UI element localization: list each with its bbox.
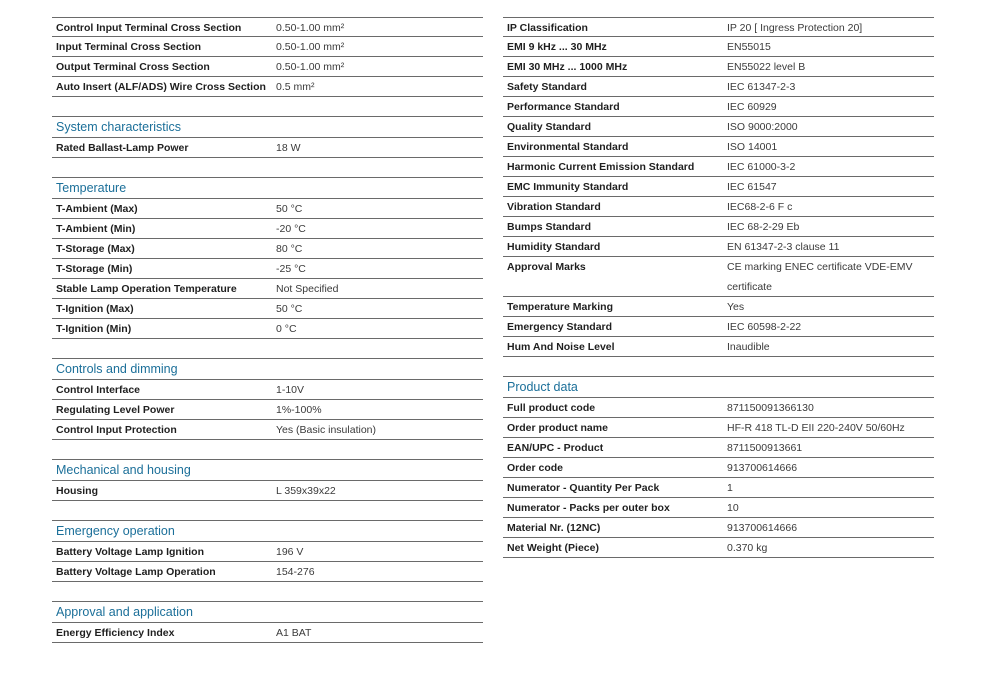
spec-value: 0 °C bbox=[276, 323, 297, 335]
spec-label: Order code bbox=[507, 462, 564, 474]
spec-label: Battery Voltage Lamp Ignition bbox=[56, 546, 204, 558]
section-spacer bbox=[52, 501, 483, 521]
spec-value: HF-R 418 TL-D EII 220-240V 50/60Hz bbox=[727, 422, 905, 434]
spec-label: Safety Standard bbox=[507, 81, 587, 93]
terminal-specs bbox=[52, 17, 483, 97]
left-spec-column bbox=[52, 17, 483, 643]
spec-value: EN55015 bbox=[727, 41, 771, 53]
section-spacer bbox=[52, 158, 483, 178]
spec-value: 196 V bbox=[276, 546, 304, 558]
spec-row bbox=[52, 219, 483, 239]
spec-value: IEC 61547 bbox=[727, 181, 777, 193]
spec-row bbox=[503, 518, 934, 538]
spec-value: -20 °C bbox=[276, 223, 306, 235]
spec-value: Not Specified bbox=[276, 283, 339, 295]
spec-label: EMI 9 kHz ... 30 MHz bbox=[507, 41, 607, 53]
spec-row bbox=[503, 117, 934, 137]
spec-row bbox=[52, 138, 483, 158]
spec-row bbox=[52, 77, 483, 97]
spec-value: 913700614666 bbox=[727, 522, 798, 534]
spec-row bbox=[52, 380, 483, 400]
spec-row bbox=[52, 319, 483, 339]
spec-row bbox=[503, 217, 934, 237]
spec-row bbox=[503, 438, 934, 458]
spec-row bbox=[52, 562, 483, 582]
spec-value: 913700614666 bbox=[727, 462, 798, 474]
spec-value: 0.50-1.00 mm² bbox=[276, 41, 345, 53]
spec-row bbox=[52, 420, 483, 440]
spec-value: 1%-100% bbox=[276, 404, 322, 416]
spec-label: Quality Standard bbox=[507, 121, 592, 133]
spec-label: Humidity Standard bbox=[507, 241, 601, 253]
spec-row bbox=[503, 317, 934, 337]
spec-row bbox=[503, 418, 934, 438]
spec-value: 50 °C bbox=[276, 203, 303, 215]
spec-value: Yes bbox=[727, 301, 745, 313]
section-title-mechanical: Mechanical and housing bbox=[52, 460, 483, 481]
spec-label: T-Ambient (Min) bbox=[56, 223, 136, 235]
spec-label: Bumps Standard bbox=[507, 221, 592, 233]
spec-row bbox=[503, 257, 934, 297]
spec-row bbox=[503, 157, 934, 177]
spec-row bbox=[52, 623, 483, 643]
spec-label: Hum And Noise Level bbox=[507, 341, 615, 353]
spec-row bbox=[503, 17, 934, 37]
spec-value: IEC 68-2-29 Eb bbox=[727, 221, 800, 233]
spec-row bbox=[503, 398, 934, 418]
spec-value: L 359x39x22 bbox=[276, 485, 336, 497]
spec-label: Numerator - Quantity Per Pack bbox=[507, 482, 660, 494]
spec-value: EN55022 level B bbox=[727, 61, 806, 73]
spec-row bbox=[503, 478, 934, 498]
spec-value: 0.50-1.00 mm² bbox=[276, 22, 345, 34]
spec-row bbox=[52, 299, 483, 319]
section-spacer bbox=[52, 97, 483, 117]
section-spacer bbox=[52, 339, 483, 359]
spec-label: Stable Lamp Operation Temperature bbox=[56, 283, 237, 295]
spec-label: EMC Immunity Standard bbox=[507, 181, 629, 193]
spec-label: Input Terminal Cross Section bbox=[56, 41, 202, 53]
spec-row bbox=[52, 279, 483, 299]
spec-label: Numerator - Packs per outer box bbox=[507, 502, 670, 514]
spec-value: 80 °C bbox=[276, 243, 303, 255]
spec-label: Regulating Level Power bbox=[56, 404, 175, 416]
spec-value: IEC68-2-6 F c bbox=[727, 201, 793, 213]
spec-label: Net Weight (Piece) bbox=[507, 542, 599, 554]
spec-value: IEC 60598-2-22 bbox=[727, 321, 802, 333]
spec-row bbox=[503, 57, 934, 77]
spec-value: ISO 9000:2000 bbox=[727, 121, 798, 133]
spec-row bbox=[52, 542, 483, 562]
spec-row bbox=[503, 177, 934, 197]
section-title-product: Product data bbox=[503, 377, 934, 398]
spec-row bbox=[52, 239, 483, 259]
spec-value: EN 61347-2-3 clause 11 bbox=[727, 241, 840, 253]
spec-label: Emergency Standard bbox=[507, 321, 613, 333]
spec-label: Control Interface bbox=[56, 384, 141, 396]
spec-value: Inaudible bbox=[727, 341, 770, 353]
spec-value: 50 °C bbox=[276, 303, 303, 315]
spec-value: Yes (Basic insulation) bbox=[276, 424, 376, 436]
spec-value: IEC 61000-3-2 bbox=[727, 161, 796, 173]
spec-row bbox=[503, 297, 934, 317]
spec-label: Full product code bbox=[507, 402, 596, 414]
spec-label: T-Ambient (Max) bbox=[56, 203, 138, 215]
section-spacer bbox=[52, 440, 483, 460]
spec-row bbox=[503, 237, 934, 257]
spec-label: T-Ignition (Min) bbox=[56, 323, 132, 335]
spec-label: Harmonic Current Emission Standard bbox=[507, 161, 695, 173]
spec-label: EAN/UPC - Product bbox=[507, 442, 604, 454]
spec-value: IEC 61347-2-3 bbox=[727, 81, 796, 93]
spec-label: Material Nr. (12NC) bbox=[507, 522, 601, 534]
section-title-controls: Controls and dimming bbox=[52, 359, 483, 380]
spec-label: Vibration Standard bbox=[507, 201, 601, 213]
spec-row bbox=[503, 498, 934, 518]
section-title-temperature: Temperature bbox=[52, 178, 483, 199]
spec-value: 0.370 kg bbox=[727, 542, 768, 554]
spec-row bbox=[503, 37, 934, 57]
spec-label: IP Classification bbox=[507, 22, 588, 34]
section-spacer bbox=[52, 582, 483, 602]
spec-label: Order product name bbox=[507, 422, 608, 434]
spec-value: -25 °C bbox=[276, 263, 306, 275]
section-title-approval: Approval and application bbox=[52, 602, 483, 623]
spec-label: Output Terminal Cross Section bbox=[56, 61, 210, 73]
spec-row bbox=[52, 400, 483, 420]
spec-row bbox=[52, 481, 483, 501]
spec-label: Environmental Standard bbox=[507, 141, 629, 153]
spec-value: CE marking ENEC certificate VDE-EMV certificate bbox=[727, 261, 913, 293]
spec-value: 1-10V bbox=[276, 384, 305, 396]
spec-label: Temperature Marking bbox=[507, 301, 613, 313]
spec-value: 18 W bbox=[276, 142, 301, 154]
spec-label: Control Input Protection bbox=[56, 424, 177, 436]
spec-row bbox=[503, 337, 934, 357]
right-spec-column bbox=[503, 17, 934, 558]
section-spacer bbox=[503, 357, 934, 377]
spec-value: 1 bbox=[727, 482, 733, 494]
spec-label: Rated Ballast-Lamp Power bbox=[56, 142, 189, 154]
spec-label: EMI 30 MHz ... 1000 MHz bbox=[507, 61, 628, 73]
spec-value: IP 20 [ Ingress Protection 20] bbox=[727, 22, 863, 34]
spec-value: 10 bbox=[727, 502, 739, 514]
spec-label: Control Input Terminal Cross Section bbox=[56, 22, 242, 34]
spec-row bbox=[503, 97, 934, 117]
spec-row bbox=[503, 538, 934, 558]
spec-value: 871150091366130 bbox=[727, 402, 814, 414]
section-title-system: System characteristics bbox=[52, 117, 483, 138]
spec-row bbox=[52, 57, 483, 77]
spec-label: T-Storage (Max) bbox=[56, 243, 135, 255]
spec-label: Battery Voltage Lamp Operation bbox=[56, 566, 216, 578]
spec-label: Housing bbox=[56, 485, 98, 497]
spec-label: T-Storage (Min) bbox=[56, 263, 133, 275]
spec-label: T-Ignition (Max) bbox=[56, 303, 134, 315]
spec-label: Performance Standard bbox=[507, 101, 620, 113]
spec-label: Auto Insert (ALF/ADS) Wire Cross Section bbox=[56, 81, 266, 93]
section-title-emergency: Emergency operation bbox=[52, 521, 483, 542]
spec-value: 0.50-1.00 mm² bbox=[276, 61, 345, 73]
spec-value: 8711500913661 bbox=[727, 442, 803, 454]
spec-value: ISO 14001 bbox=[727, 141, 778, 153]
spec-value: IEC 60929 bbox=[727, 101, 777, 113]
spec-row bbox=[52, 259, 483, 279]
spec-value: 0.5 mm² bbox=[276, 81, 315, 93]
spec-row bbox=[503, 137, 934, 157]
spec-row bbox=[503, 197, 934, 217]
spec-label: Approval Marks bbox=[507, 261, 586, 273]
spec-label: Energy Efficiency Index bbox=[56, 627, 175, 639]
spec-row bbox=[503, 77, 934, 97]
spec-row bbox=[52, 17, 483, 37]
spec-row bbox=[52, 199, 483, 219]
spec-row bbox=[503, 458, 934, 478]
spec-row bbox=[52, 37, 483, 57]
spec-value: 154-276 bbox=[276, 566, 315, 578]
spec-value: A1 BAT bbox=[276, 627, 312, 639]
